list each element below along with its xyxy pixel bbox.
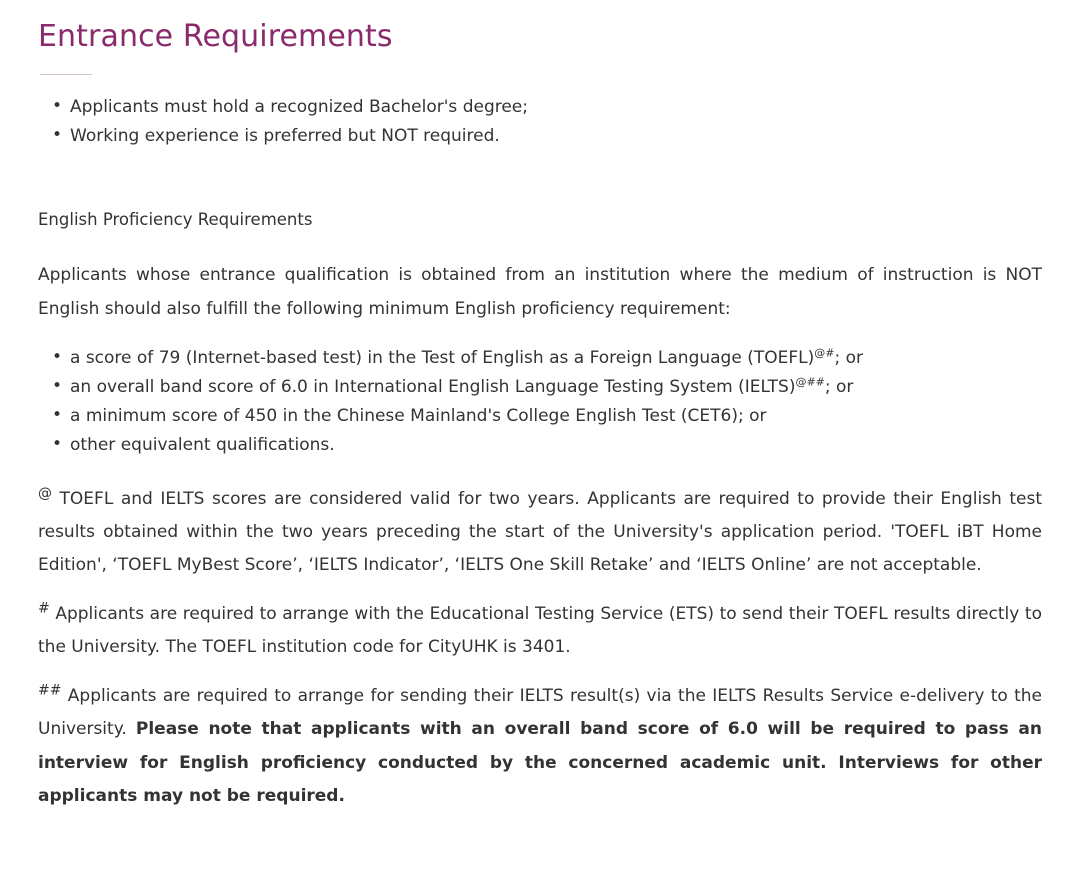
score-item-text: a score of 79 (Internet-based test) in the Test of English as a Foreign Language (TOEFL) bbox=[70, 347, 815, 368]
footnote-at bbox=[38, 483, 1042, 582]
list-item bbox=[70, 344, 1042, 373]
english-score-list bbox=[38, 344, 1042, 461]
list-item: • Working experience is preferred but NOT required. bbox=[70, 122, 1042, 151]
footnote-text: TOEFL and IELTS scores are considered valid for two years. Applicants are required to provide their English test results obtained within the two years preceding the start of the University's application period. 'TOEFL iBT Home Edition', ‘TOEFL MyBest Score’, ‘IELTS Indicator’, ‘IELTS One Skill Retake’ and ‘IELTS Online’ are not acceptable. bbox=[38, 488, 1042, 575]
score-item-marker: @## bbox=[795, 375, 825, 389]
footnote-marker: # bbox=[38, 600, 50, 617]
list-item bbox=[70, 431, 1042, 460]
score-item-text: an overall band score of 6.0 in International English Language Testing System (IELTS) bbox=[70, 376, 796, 397]
score-item-suffix: ; or bbox=[824, 376, 854, 397]
score-item-marker: @# bbox=[814, 345, 835, 359]
list-item bbox=[70, 373, 1042, 402]
score-item-suffix: ; or bbox=[834, 347, 863, 368]
footnote-hash bbox=[38, 598, 1042, 664]
page-title: Entrance Requirements bbox=[38, 19, 393, 54]
list-item bbox=[70, 402, 1042, 431]
footnote-marker: @ bbox=[38, 484, 52, 501]
english-proficiency-heading: English Proficiency Requirements bbox=[38, 209, 313, 229]
general-requirements-list bbox=[38, 93, 1042, 151]
footnote-marker: ## bbox=[38, 682, 62, 699]
title-divider bbox=[40, 74, 92, 75]
footnote-text: Applicants are required to arrange with the Educational Testing Service (ETS) to send their TOEFL results directly to the University. The TOEFL institution code for CityUHK is 3401. bbox=[38, 604, 1042, 658]
english-proficiency-intro: Applicants whose entrance qualification is obtained from an institution where the medium of instruction is NOT English should also fulfill the following minimum English proficiency requirement: bbox=[38, 265, 1042, 319]
score-item-text: a minimum score of 450 in the Chinese Mainland's College English Test (CET6); or bbox=[70, 406, 767, 427]
score-item-text: other equivalent qualifications. bbox=[70, 435, 335, 456]
section-spacer bbox=[38, 151, 1042, 207]
footnote-text: Applicants are required to arrange for sending their IELTS result(s) via the IELTS Results Service e-delivery to the University. bbox=[38, 686, 1042, 740]
footnote-emphasis: Please note that applicants with an overall band score of 6.0 will be required to pass an interview for English proficiency conducted by the concerned academic unit. Interviews for other applicants may not be required. bbox=[38, 719, 1042, 806]
list-item: • Applicants must hold a recognized Bachelor's degree; bbox=[70, 93, 1042, 122]
footnote-double-hash bbox=[38, 680, 1042, 813]
